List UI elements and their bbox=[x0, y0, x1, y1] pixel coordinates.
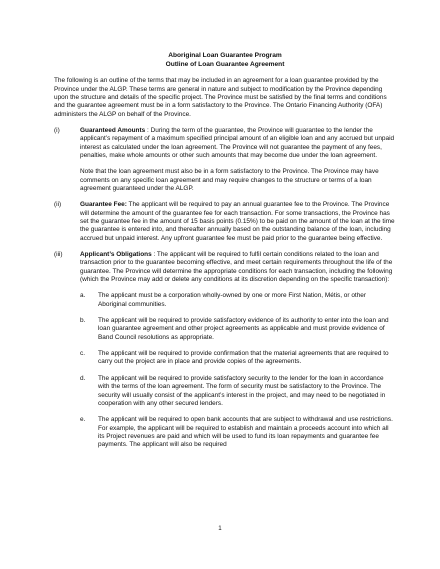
section-number: (iii) bbox=[54, 251, 63, 259]
list-item bbox=[80, 416, 396, 449]
section-applicant-obligations bbox=[54, 251, 396, 450]
list-item bbox=[80, 350, 396, 367]
section-guarantee-fee bbox=[54, 201, 396, 243]
section-text: : During the term of the guarantee, the Province will guarantee to the lender the applicant’s repayment of a maximum specified principal amount of an eligible loan and any accrued but unpaid interest as calculated under the loan agreement. The Province will not guarantee the payment of any fees, penalties, make whole amounts or other such amounts that may become due under the loan agreement. bbox=[80, 126, 395, 159]
section-body bbox=[80, 201, 396, 243]
section-heading: Guaranteed Amounts bbox=[80, 126, 146, 134]
list-item-letter: d. bbox=[80, 374, 86, 382]
list-item bbox=[80, 317, 396, 342]
section-number: (i) bbox=[54, 126, 60, 134]
title-line-2: Outline of Loan Guarantee Agreement bbox=[165, 60, 285, 68]
section-text: The applicant will be required to pay an annual guarantee fee to the Province. The Province will determine the amount of the guarantee fee for each transaction. For some transactions, the Province has set the guarantee fee in the amount of 15 basis points (0.15%) to be paid on the amount of the loan at the time the guarantee is entered into, and thereafter annually based on the outstanding balance of the loan, including accrued but unpaid interest. Any upfront guarantee fee must be paid prior to the guarantee being effective. bbox=[80, 201, 395, 242]
section-body bbox=[80, 127, 396, 160]
section-guaranteed-amounts bbox=[54, 127, 396, 193]
list-item-text: The applicant will be required to provide satisfactory evidence of its authority to enter into the loan and loan guarantee agreement and other project agreements as applicable and must provide evidence of Band Council resolutions as appropriate. bbox=[98, 317, 389, 341]
title-line-1: Aboriginal Loan Guarantee Program bbox=[168, 52, 282, 59]
list-item-letter: b. bbox=[80, 317, 86, 325]
section-heading: Applicant’s Obligations bbox=[80, 251, 152, 259]
section-body bbox=[80, 251, 396, 284]
document-title bbox=[54, 52, 396, 69]
list-item bbox=[80, 292, 396, 309]
list-item-text: The applicant must be a corporation wholly-owned by one or more First Nation, Métis, or other Aboriginal communities. bbox=[98, 292, 366, 308]
section-note: Note that the loan agreement must also be in a form satisfactory to the Province. The Province may have comments on any specific loan agreement and may require changes to the structure or terms of a loan agreement guaranteed under the ALGP. bbox=[80, 168, 379, 192]
list-item-letter: a. bbox=[80, 292, 86, 300]
list-item bbox=[80, 375, 396, 408]
section-number: (ii) bbox=[54, 201, 62, 209]
section-text: : The applicant will be required to fulfil certain conditions related to the loan and transaction prior to the guarantee becoming effective, and meet certain requirements throughout the life of the guarantee. The Province will determine the appropriate conditions for each transaction, including the following (which the Province may add or delete any conditions at its discretion depending on the specific transaction): bbox=[80, 251, 393, 284]
list-item-text: The applicant will be required to provide confirmation that the material agreements that are required to carry out the project are in place and provide copies of the agreements. bbox=[98, 350, 389, 366]
list-item-text: The applicant will be required to open bank accounts that are subject to withdrawal and use restrictions. For example, the applicant will be required to establish and maintain a proceeds account into which all its Project revenues are paid and which will be used to fund its loan repayments and guarantee fee payments. The applicant will also be required bbox=[98, 416, 393, 449]
intro-paragraph: The following is an outline of the terms that may be included in an agreement for a loan guarantee provided by the Province under the ALGP. These terms are general in nature and subject to modification by the Province depending upon the structure and details of the specific project. The Province must be satisfied by the final terms and conditions and the guarantee agreement must be in a form satisfactory to the Province. The Ontario Financing Authority (OFA) administers the ALGP on behalf of the Province. bbox=[54, 77, 387, 118]
list-item-letter: e. bbox=[80, 416, 86, 424]
obligations-list bbox=[80, 292, 396, 449]
list-item-letter: c. bbox=[80, 350, 86, 358]
section-heading: Guarantee Fee: bbox=[80, 201, 127, 209]
list-item-text: The applicant will be required to provide satisfactory security to the lender for the loan in accordance with the terms of the loan agreement. The form of security must be satisfactory to the Province. The security will usually consist of the applicant’s interest in the project, and may need to be negotiated in cooperation with any other secured lenders. bbox=[98, 374, 386, 407]
page-number: 1 bbox=[218, 525, 222, 532]
